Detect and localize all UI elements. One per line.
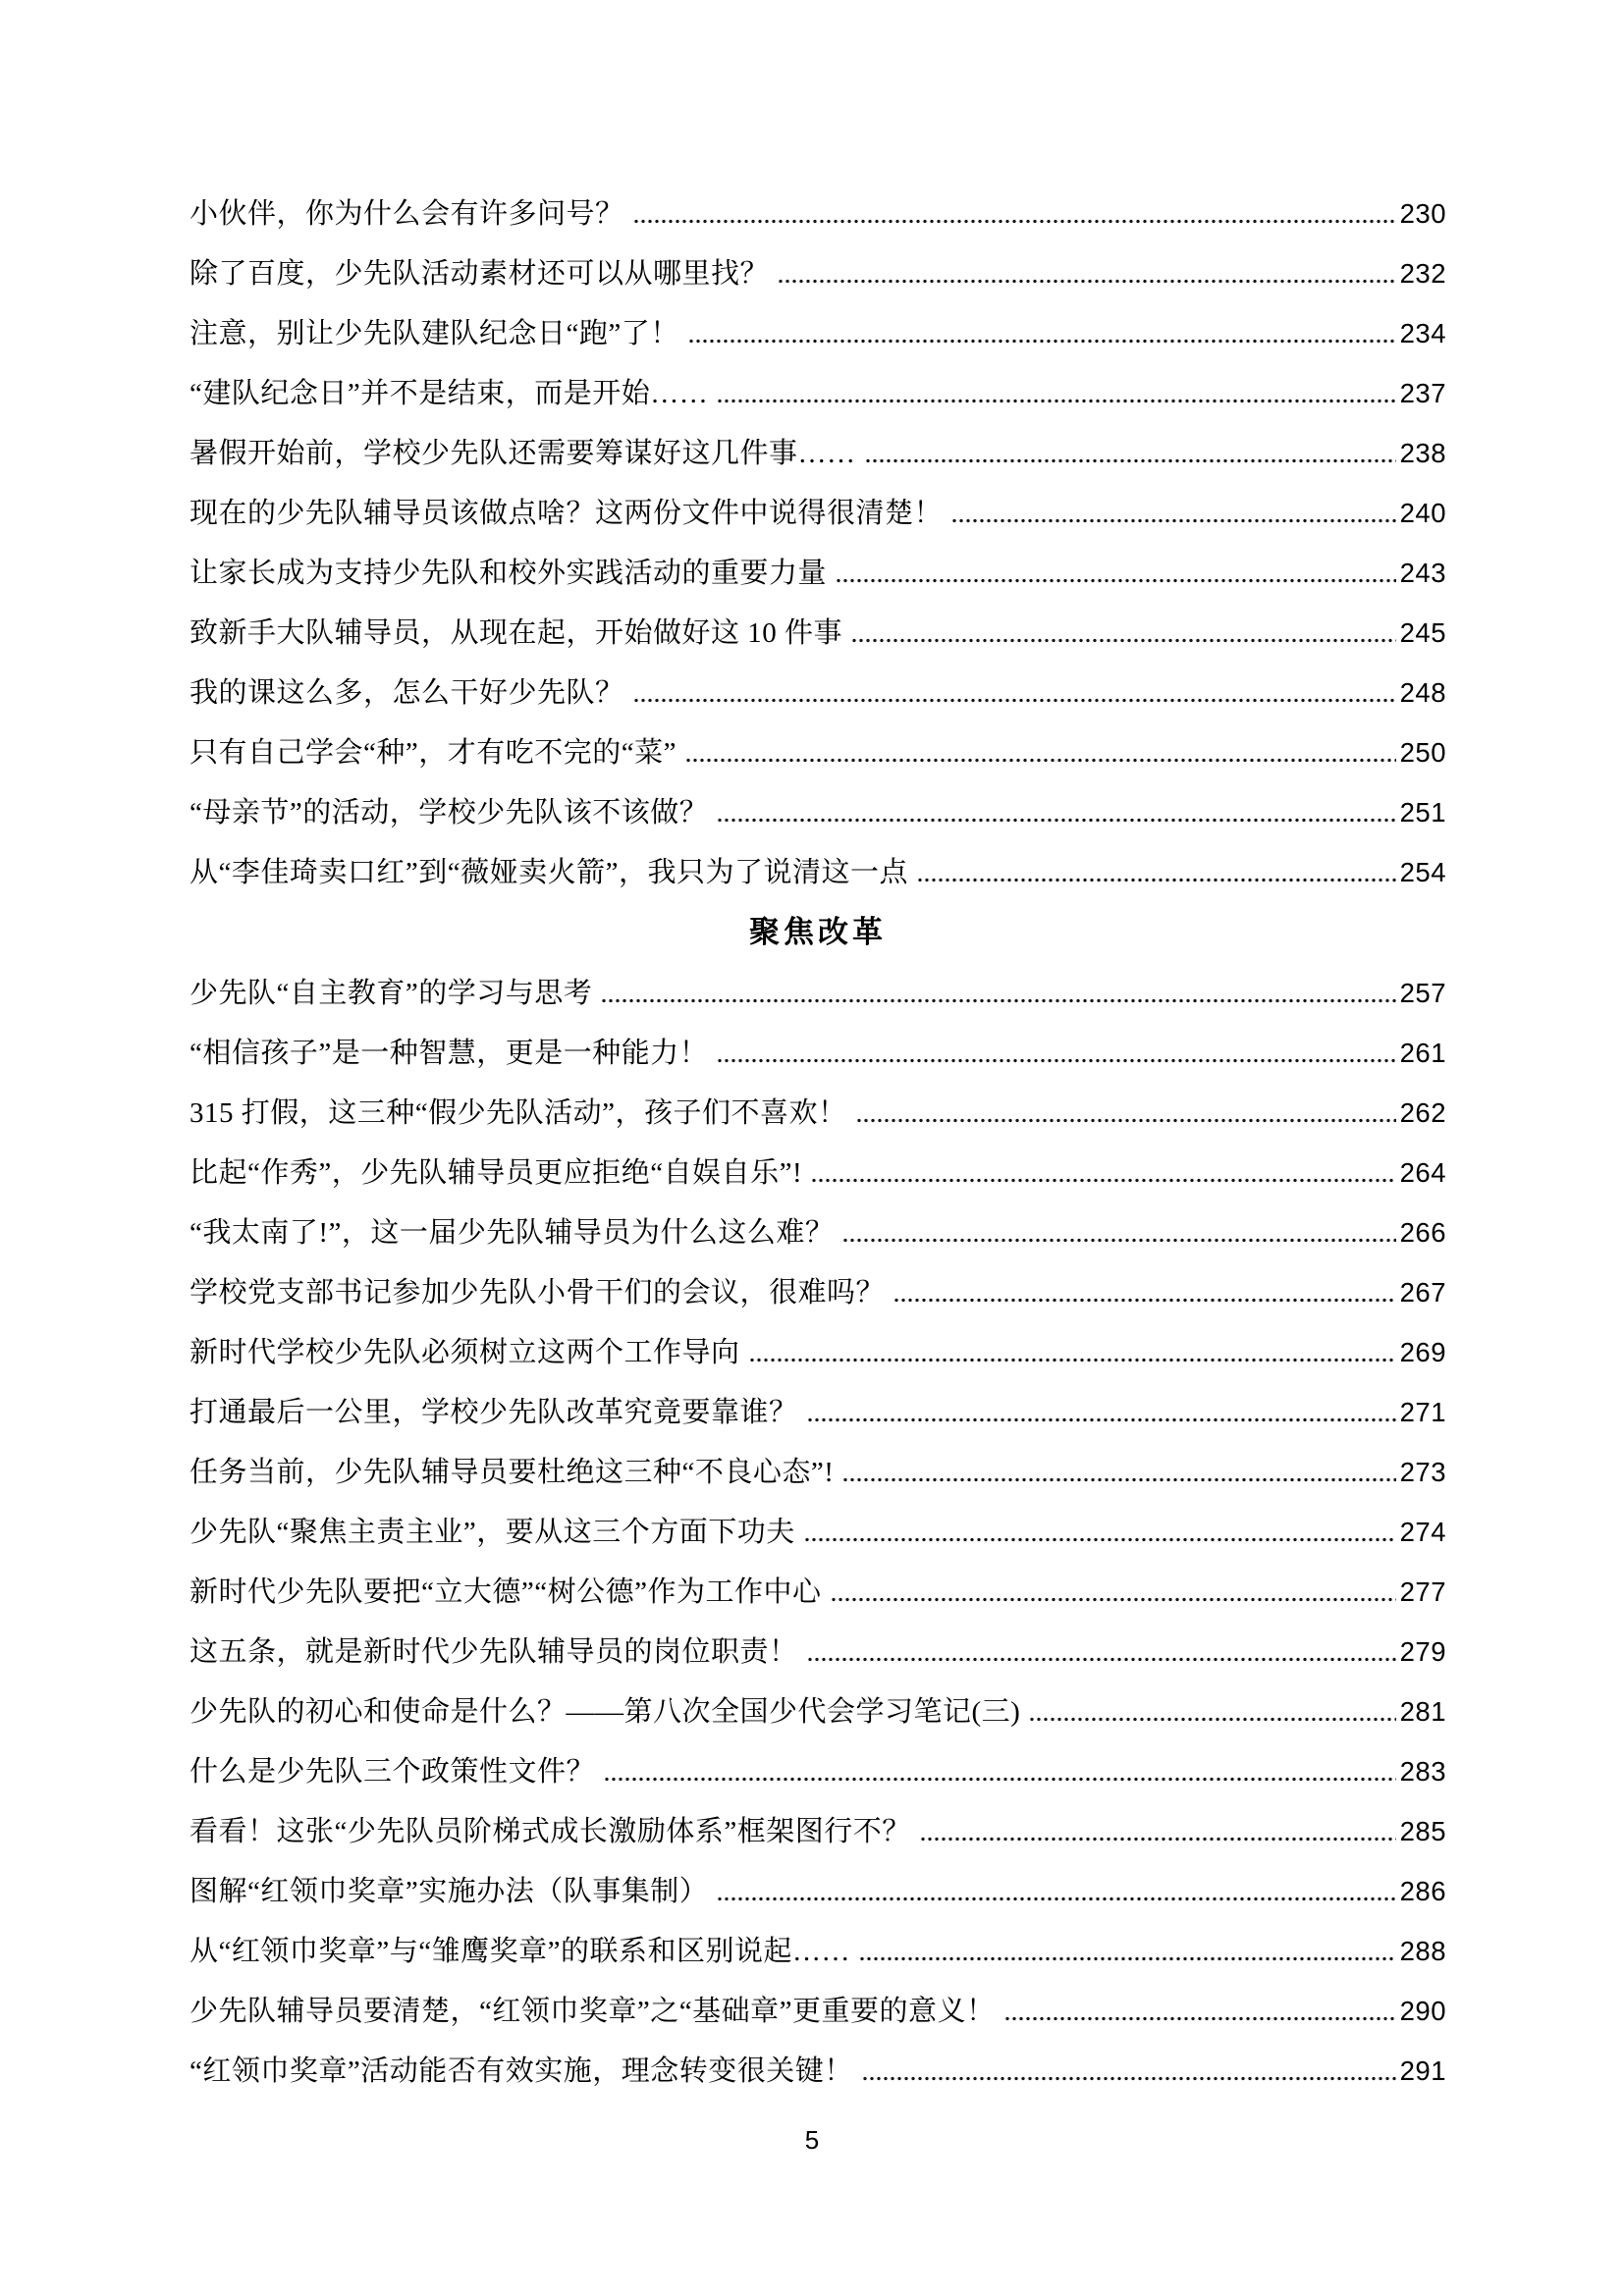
toc-entry-title: 暑假开始前，学校少先队还需要筹谋好这几件事……	[189, 438, 856, 469]
toc-entry-title: 少先队“聚焦主责主业”，要从这三个方面下功夫	[189, 1517, 795, 1548]
toc-entry-page-number: 264	[1399, 1157, 1446, 1188]
toc-entry[interactable]	[189, 842, 1446, 902]
toc-entry-page-number: 238	[1399, 438, 1446, 468]
toc-entry-page-number: 230	[1399, 198, 1446, 229]
dot-leader	[808, 1657, 1396, 1662]
toc-entry-page-number: 281	[1399, 1696, 1446, 1727]
dot-leader	[837, 578, 1396, 583]
toc-entry[interactable]	[189, 1382, 1446, 1442]
dot-leader	[857, 1118, 1396, 1123]
toc-entry[interactable]	[189, 663, 1446, 722]
dot-leader	[843, 1477, 1395, 1482]
toc-entry-title: 少先队辅导员要清楚，“红领巾奖章”之“基础章”更重要的意义！	[189, 1996, 996, 2027]
dot-leader	[843, 1238, 1395, 1243]
toc-entry[interactable]	[189, 483, 1446, 543]
dot-leader	[894, 1298, 1396, 1303]
toc-entry-title: 除了百度，少先队活动素材还可以从哪里找？	[189, 258, 770, 290]
toc-entry[interactable]	[189, 423, 1446, 483]
toc-entry-title: 少先队“自主教育”的学习与思考	[189, 978, 593, 1009]
toc-entry-page-number: 232	[1399, 258, 1446, 289]
toc-entry-page-number: 248	[1399, 677, 1446, 708]
toc-entry-title: 比起“作秀”，少先队辅导员更应拒绝“自娱自乐”!	[189, 1157, 803, 1189]
toc-entry[interactable]	[189, 2041, 1446, 2101]
toc-entry[interactable]	[189, 1502, 1446, 1562]
toc-entry-page-number: 237	[1399, 378, 1446, 408]
dot-leader	[805, 1537, 1396, 1542]
toc-entry-title: 打通最后一公里，学校少先队改革究竟要靠谁？	[189, 1397, 798, 1428]
toc-entry-title: “红领巾奖章”活动能否有效实施，理念转变很关键！	[189, 2056, 853, 2087]
dot-leader	[686, 758, 1396, 763]
dot-leader	[863, 2076, 1396, 2081]
toc-entry-title: 315 打假，这三种“假少先队活动”，孩子们不喜欢！	[189, 1097, 847, 1129]
toc-entry[interactable]	[189, 1682, 1446, 1741]
toc-entry-page-number: 285	[1399, 1816, 1446, 1846]
toc-entry-page-number: 290	[1399, 1996, 1446, 2026]
dot-leader	[866, 458, 1396, 463]
toc-entry-title: “母亲节”的活动，学校少先队该不该做？	[189, 797, 709, 828]
table-of-contents	[189, 184, 1446, 2101]
toc-entry-title: 这五条，就是新时代少先队辅导员的岗位职责！	[189, 1636, 798, 1668]
toc-entry[interactable]	[189, 1562, 1446, 1622]
dot-leader	[718, 1058, 1395, 1063]
dot-leader	[812, 1178, 1395, 1183]
toc-entry-page-number: 262	[1399, 1097, 1446, 1128]
toc-entry[interactable]	[189, 1143, 1446, 1202]
toc-entry[interactable]	[189, 1741, 1446, 1801]
toc-entry-page-number: 267	[1399, 1277, 1446, 1308]
toc-entry-title: “我太南了!”，这一届少先队辅导员为什么这么难？	[189, 1217, 835, 1249]
toc-entry-page-number: 250	[1399, 737, 1446, 768]
toc-entry-page-number: 271	[1399, 1397, 1446, 1427]
toc-entry-title: 从“李佳琦卖口红”到“薇娅卖火箭”，我只为了说清这一点	[189, 857, 908, 888]
toc-entry-page-number: 257	[1399, 978, 1446, 1008]
toc-entry-page-number: 243	[1399, 558, 1446, 588]
toc-entry-page-number: 251	[1399, 797, 1446, 828]
footer-page-number: 5	[804, 2125, 820, 2155]
dot-leader	[689, 339, 1396, 344]
toc-entry-title: 看看！这张“少先队员阶梯式成长激励体系”框架图行不？	[189, 1816, 911, 1847]
dot-leader	[852, 638, 1396, 643]
toc-entry-title: 少先队的初心和使命是什么？——第八次全国少代会学习笔记(三)	[189, 1696, 1021, 1728]
toc-entry-page-number: 291	[1399, 2056, 1446, 2086]
toc-entry-title: 只有自己学会“种”，才有吃不完的“菜”	[189, 737, 677, 769]
toc-entry-page-number: 279	[1399, 1636, 1446, 1667]
toc-entry[interactable]	[189, 303, 1446, 363]
dot-leader	[952, 518, 1396, 523]
dot-leader	[1030, 1717, 1395, 1722]
toc-entry[interactable]	[189, 1262, 1446, 1322]
toc-entry-page-number: 277	[1399, 1576, 1446, 1607]
toc-entry-page-number: 273	[1399, 1457, 1446, 1487]
page-footer	[0, 2120, 1624, 2160]
toc-entry-title: “建队纪念日”并不是结束，而是开始……	[189, 378, 709, 409]
dot-leader	[605, 1777, 1396, 1782]
toc-entry-title: 新时代少先队要把“立大德”“树公德”作为工作中心	[189, 1576, 822, 1608]
toc-entry[interactable]	[189, 1442, 1446, 1502]
dot-leader	[750, 1358, 1396, 1362]
toc-entry-title: 小伙伴，你为什么会有许多问号？	[189, 198, 624, 230]
toc-entry-page-number: 286	[1399, 1876, 1446, 1906]
dot-leader	[602, 998, 1395, 1003]
toc-entry-title: 从“红领巾奖章”与“雏鹰奖章”的联系和区别说起……	[189, 1936, 850, 1967]
toc-entry[interactable]	[189, 1921, 1446, 1981]
dot-leader	[718, 1896, 1395, 1901]
toc-entry[interactable]	[189, 963, 1446, 1023]
toc-entry-title: 让家长成为支持少先队和校外实践活动的重要力量	[189, 558, 828, 589]
toc-entry-page-number: 234	[1399, 318, 1446, 348]
dot-leader	[718, 399, 1395, 403]
toc-entry[interactable]	[189, 1202, 1446, 1262]
dot-leader	[918, 878, 1396, 882]
toc-entry-title: 图解“红领巾奖章”实施办法（队事集制）	[189, 1876, 709, 1907]
toc-entry-title: 现在的少先队辅导员该做点啥？这两份文件中说得很清楚！	[189, 498, 944, 529]
dot-leader	[860, 1956, 1396, 1961]
toc-entry[interactable]	[189, 782, 1446, 842]
toc-entry-title: 学校党支部书记参加少先队小骨干们的会议，很难吗？	[189, 1277, 886, 1308]
toc-entry[interactable]	[189, 543, 1446, 603]
toc-entry-title: “相信孩子”是一种智慧，更是一种能力！	[189, 1038, 709, 1069]
toc-entry-page-number: 261	[1399, 1038, 1446, 1068]
toc-entry[interactable]	[189, 1801, 1446, 1861]
section-heading: 聚焦改革	[749, 915, 887, 949]
dot-leader	[779, 279, 1396, 284]
toc-entry-title: 什么是少先队三个政策性文件？	[189, 1756, 596, 1788]
toc-entry-title: 新时代学校少先队必须树立这两个工作导向	[189, 1337, 740, 1368]
toc-entry-title: 任务当前，少先队辅导员要杜绝这三种“不良心态”!	[189, 1457, 835, 1488]
toc-entry-title: 注意，别让少先队建队纪念日“跑”了！	[189, 318, 679, 349]
toc-entry-page-number: 283	[1399, 1756, 1446, 1787]
toc-entry[interactable]	[189, 243, 1446, 303]
toc-entry-page-number: 274	[1399, 1517, 1446, 1547]
toc-entry[interactable]	[189, 363, 1446, 423]
toc-entry[interactable]	[189, 1083, 1446, 1143]
toc-entry[interactable]	[189, 184, 1446, 243]
toc-entry[interactable]	[189, 603, 1446, 663]
toc-entry[interactable]	[189, 1622, 1446, 1682]
toc-entry[interactable]	[189, 722, 1446, 782]
dot-leader	[921, 1837, 1396, 1842]
toc-entry-page-number: 288	[1399, 1936, 1446, 1966]
dot-leader	[634, 698, 1396, 703]
toc-entry-page-number: 240	[1399, 498, 1446, 528]
toc-entry-page-number: 269	[1399, 1337, 1446, 1367]
dot-leader	[808, 1417, 1396, 1422]
dot-leader	[718, 818, 1395, 823]
dot-leader	[832, 1597, 1396, 1602]
toc-entry-page-number: 266	[1399, 1217, 1446, 1248]
dot-leader	[1005, 2016, 1396, 2021]
dot-leader	[634, 219, 1396, 224]
toc-entry-title: 我的课这么多，怎么干好少先队？	[189, 677, 624, 709]
toc-entry[interactable]	[189, 1981, 1446, 2041]
toc-entry[interactable]	[189, 1023, 1446, 1083]
toc-entry[interactable]	[189, 1861, 1446, 1921]
toc-entry-page-number: 254	[1399, 857, 1446, 887]
toc-entry[interactable]	[189, 1322, 1446, 1382]
toc-entry-page-number: 245	[1399, 617, 1446, 648]
toc-entry-title: 致新手大队辅导员，从现在起，开始做好这 10 件事	[189, 617, 843, 649]
